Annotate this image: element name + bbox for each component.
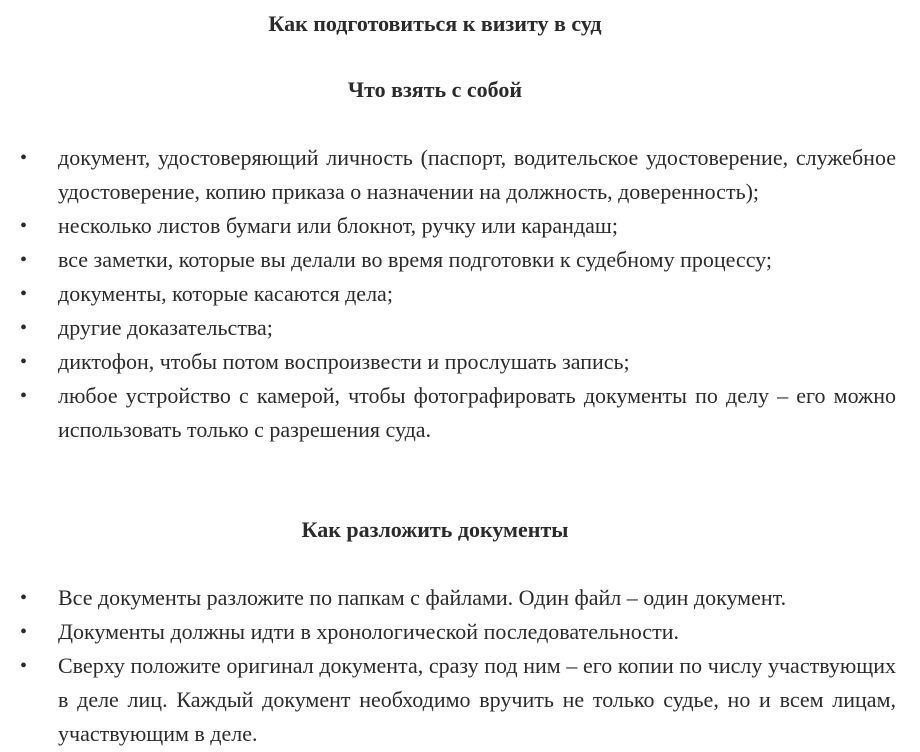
list-item xyxy=(0,209,896,243)
list-what-to-bring xyxy=(0,141,896,447)
list-item-text: любое устройство с камерой, чтобы фотографировать документы по делу – его можно использовать только с разрешения суда. xyxy=(58,383,896,442)
bullet-icon: • xyxy=(20,215,28,237)
bullet-icon: • xyxy=(20,249,28,271)
list-item-text: Сверху положите оригинал документа, сразу под ним – его копии по числу участвующих в деле лиц. Каждый документ необходимо вручить не только судье, но и всем лицам, участвующим в деле. xyxy=(58,653,896,746)
bullet-icon: • xyxy=(20,351,28,373)
bullet-icon: • xyxy=(20,317,28,339)
list-item xyxy=(0,379,896,447)
list-item-text: Все документы разложите по папкам с файлами. Один файл – один документ. xyxy=(58,585,787,610)
section-title-arrange-documents: Как разложить документы xyxy=(301,517,569,542)
list-item-text: все заметки, которые вы делали во время подготовки к судебному процессу; xyxy=(58,247,772,272)
list-item xyxy=(0,311,896,345)
list-item xyxy=(0,243,896,277)
list-item-text: другие доказательства; xyxy=(58,315,273,340)
bullet-icon: • xyxy=(20,283,28,305)
list-item xyxy=(0,649,896,751)
bullet-icon: • xyxy=(20,621,28,643)
bullet-icon: • xyxy=(20,385,28,407)
main-title: Как подготовиться к визиту в суд xyxy=(268,11,602,36)
list-item xyxy=(0,277,896,311)
list-item xyxy=(0,615,896,649)
list-item-text: документы, которые касаются дела; xyxy=(58,281,393,306)
bullet-icon: • xyxy=(20,587,28,609)
list-item-text: Документы должны идти в хронологической последовательности. xyxy=(58,619,679,644)
list-item-text: документ, удостоверяющий личность (паспорт, водительское удостоверение, служебное удостоверение, копию приказа о назначении на должность, доверенность); xyxy=(58,145,896,204)
bullet-icon: • xyxy=(20,655,28,677)
list-item xyxy=(0,345,896,379)
bullet-icon: • xyxy=(20,147,28,169)
list-item-text: несколько листов бумаги или блокнот, ручку или карандаш; xyxy=(58,213,618,238)
list-item-text: диктофон, чтобы потом воспроизвести и прослушать запись; xyxy=(58,349,630,374)
list-item xyxy=(0,141,896,209)
list-item xyxy=(0,581,896,615)
section-title-what-to-bring: Что взять с собой xyxy=(347,77,523,102)
list-arrange-documents xyxy=(0,581,896,751)
